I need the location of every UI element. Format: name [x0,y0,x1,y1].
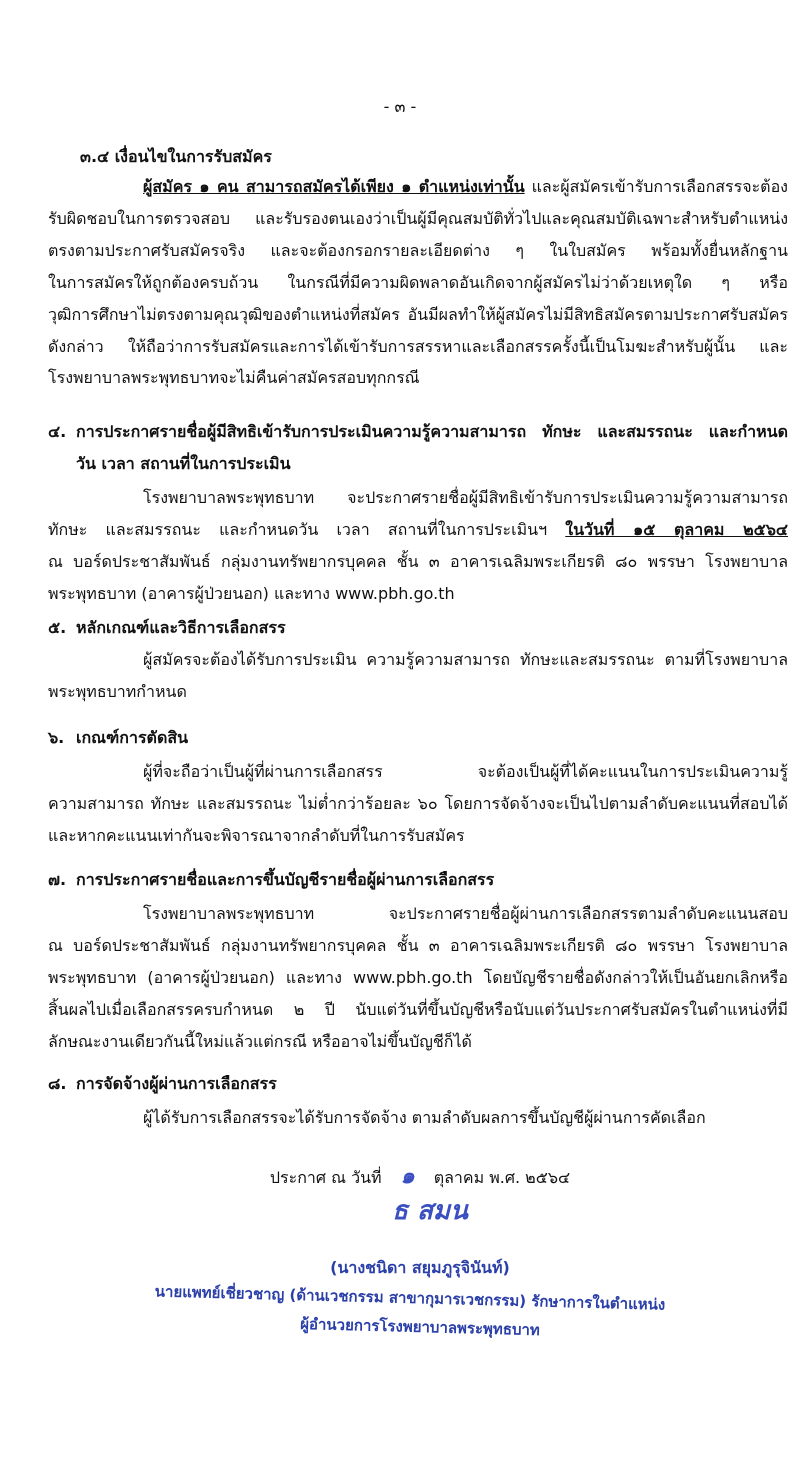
section-5-title [48,617,788,639]
title-text: การประกาศรายชื่อและการขึ้นบัญชีรายชื่อผู้ผ่านการเลือกสรร [76,870,495,889]
text: ทักษะ และสมรรถนะ และกำหนดวัน เวลา สถานที่ในการประเมินฯ [48,520,566,539]
section-5-line: พระพุทธบาทกำหนด [48,682,187,701]
one-position-rule: ผู้สมัคร ๑ คน สามารถสมัครได้เพียง ๑ ตำแหน่งเท่านั้น [143,177,525,196]
announcement-date: ในวันที่ ๑๕ ตุลาคม ๒๕๖๔ [565,520,789,539]
section-7-line: สิ้นผลไปเมื่อเลือกสรรครบกำหนด ๒ ปี นับแต่วันที่ขึ้นบัญชีหรือนับแต่วันประกาศรับสมัครในตำแหน่งที่มี [48,1000,788,1019]
signature: ธ สมน [392,1196,468,1226]
signer-title: นายแพทย์เชี่ยวชาญ (ด้านเวชกรรม สาขากุมารเวชกรรม) รักษาการในตำแหน่ง [154,1282,666,1314]
title-text: หลักเกณฑ์และวิธีการเลือกสรร [76,618,286,637]
date-suffix: ตุลาคม พ.ศ. ๒๕๖๔ [433,1168,571,1187]
text: และผู้สมัครเข้ารับการเลือกสรรจะต้อง [524,177,788,196]
section-3-4-line: รับผิดชอบในการตรวจสอบ และรับรองตนเองว่าเป็นผู้มีคุณสมบัติทั่วไปและคุณสมบัติเฉพาะสำหรับตำแหน่ง [48,209,788,228]
title-text: เกณฑ์การตัดสิน [76,728,189,747]
section-7-title [48,869,788,891]
section-3-4-line: ในการสมัครให้ถูกต้องครบถ้วน ในกรณีที่มีความผิดพลาดอันเกิดจากผู้สมัครไม่ว่าด้วยเหตุใด ๆ หรือ [48,273,788,292]
section-7-line: พระพุทธบาท (อาคารผู้ป่วยนอก) และทาง www.pbh.go.th โดยบัญชีรายชื่อดังกล่าวให้เป็นอันยกเลิกหรือ [48,968,788,987]
date-prefix: ประกาศ ณ วันที่ [269,1168,382,1187]
title-text: การจัดจ้างผู้ผ่านการเลือกสรร [76,1074,277,1093]
section-4-title-cont: วัน เวลา สถานที่ในการประเมิน [76,454,291,473]
section-4-line [48,519,788,541]
signer-position: ผู้อำนวยการโรงพยาบาลพระพุทธบาท [299,1314,541,1340]
section-3-4-line: ดังกล่าว ให้ถือว่าการรับสมัครและการได้เข้ารับการสรรหาและเลือกสรรครั้งนี้เป็นโมฆะสำหรับผู้นั้น และ [48,337,788,356]
section-4-line: โรงพยาบาลพระพุทธบาท จะประกาศรายชื่อผู้มีสิทธิเข้ารับการประเมินความรู้ความสามารถ [143,488,788,507]
section-8-line: ผู้ได้รับการเลือกสรรจะได้รับการจัดจ้าง ตามลำดับผลการขึ้นบัญชีผู้ผ่านการคัดเลือก [143,1108,706,1127]
page-number: - ๓ - [383,97,417,116]
section-number: ๗. [48,870,67,889]
section-3-4-title: ๓.๔ เงื่อนไขในการรับสมัคร [80,147,272,166]
section-number: ๔. [48,422,67,441]
section-6-line: ผู้ที่จะถือว่าเป็นผู้ที่ผ่านการเลือกสรร จะต้องเป็นผู้ที่ได้คะแนนในการประเมินความรู้ [143,762,788,781]
section-3-4-line [143,176,788,198]
section-3-4-line: ตรงตามประกาศรับสมัครจริง และจะต้องกรอกรายละเอียดต่าง ๆ ในใบสมัคร พร้อมทั้งยื่นหลักฐาน [48,241,788,260]
section-3-4-line: โรงพยาบาลพระพุทธบาทจะไม่คืนค่าสมัครสอบทุกกรณี [48,368,420,387]
section-number: ๘. [48,1074,67,1093]
section-number: ๕. [48,618,67,637]
section-3-4-line: วุฒิการศึกษาไม่ตรงตามคุณวุฒิของตำแหน่งที่สมัคร อันมีผลทำให้ผู้สมัครไม่มีสิทธิสมัครตามประกาศรับสมัคร [48,305,788,324]
section-7-line: ณ บอร์ดประชาสัมพันธ์ กลุ่มงานทรัพยากรบุคคล ชั้น ๓ อาคารเฉลิมพระเกียรติ ๘๐ พรรษา โรงพยาบาล [48,936,788,955]
section-6-line: และหากคะแนนเท่ากันจะพิจารณาจากลำดับที่ในการรับสมัคร [48,826,465,845]
section-6-line: ความสามารถ ทักษะ และสมรรถนะ ไม่ต่ำกว่าร้อยละ ๖๐ โดยการจัดจ้างจะเป็นไปตามลำดับคะแนนที่สอบได้ [48,794,788,813]
section-8-title [48,1073,788,1095]
section-7-line: ลักษณะงานเดียวกันนี้ใหม่แล้วแต่กรณี หรืออาจไม่ขึ้นบัญชีก็ได้ [48,1032,472,1051]
section-5-line: ผู้สมัครจะต้องได้รับการประเมิน ความรู้ความสามารถ ทักษะและสมรรถนะ ตามที่โรงพยาบาล [143,650,788,669]
section-4-line: ณ บอร์ดประชาสัมพันธ์ กลุ่มงานทรัพยากรบุคคล ชั้น ๓ อาคารเฉลิมพระเกียรติ ๘๐ พรรษา โรงพยาบาล [48,552,788,571]
section-4-line: พระพุทธบาท (อาคารผู้ป่วยนอก) และทาง www.pbh.go.th [48,584,455,603]
handwritten-day: ๑ [400,1164,415,1189]
announcement-date-line [40,1166,800,1189]
section-6-title [48,727,788,749]
section-7-line: โรงพยาบาลพระพุทธบาท จะประกาศรายชื่อผู้ผ่านการเลือกสรรตามลำดับคะแนนสอบ [143,904,788,923]
section-number: ๖. [48,728,65,747]
title-text: การประกาศรายชื่อผู้มีสิทธิเข้ารับการประเมินความรู้ความสามารถ ทักษะ และสมรรถนะ และกำหนด [76,422,788,441]
signer-name: (นางชนิดา สยุมภูรุจินันท์) [330,1258,510,1277]
section-4-title [48,421,788,443]
